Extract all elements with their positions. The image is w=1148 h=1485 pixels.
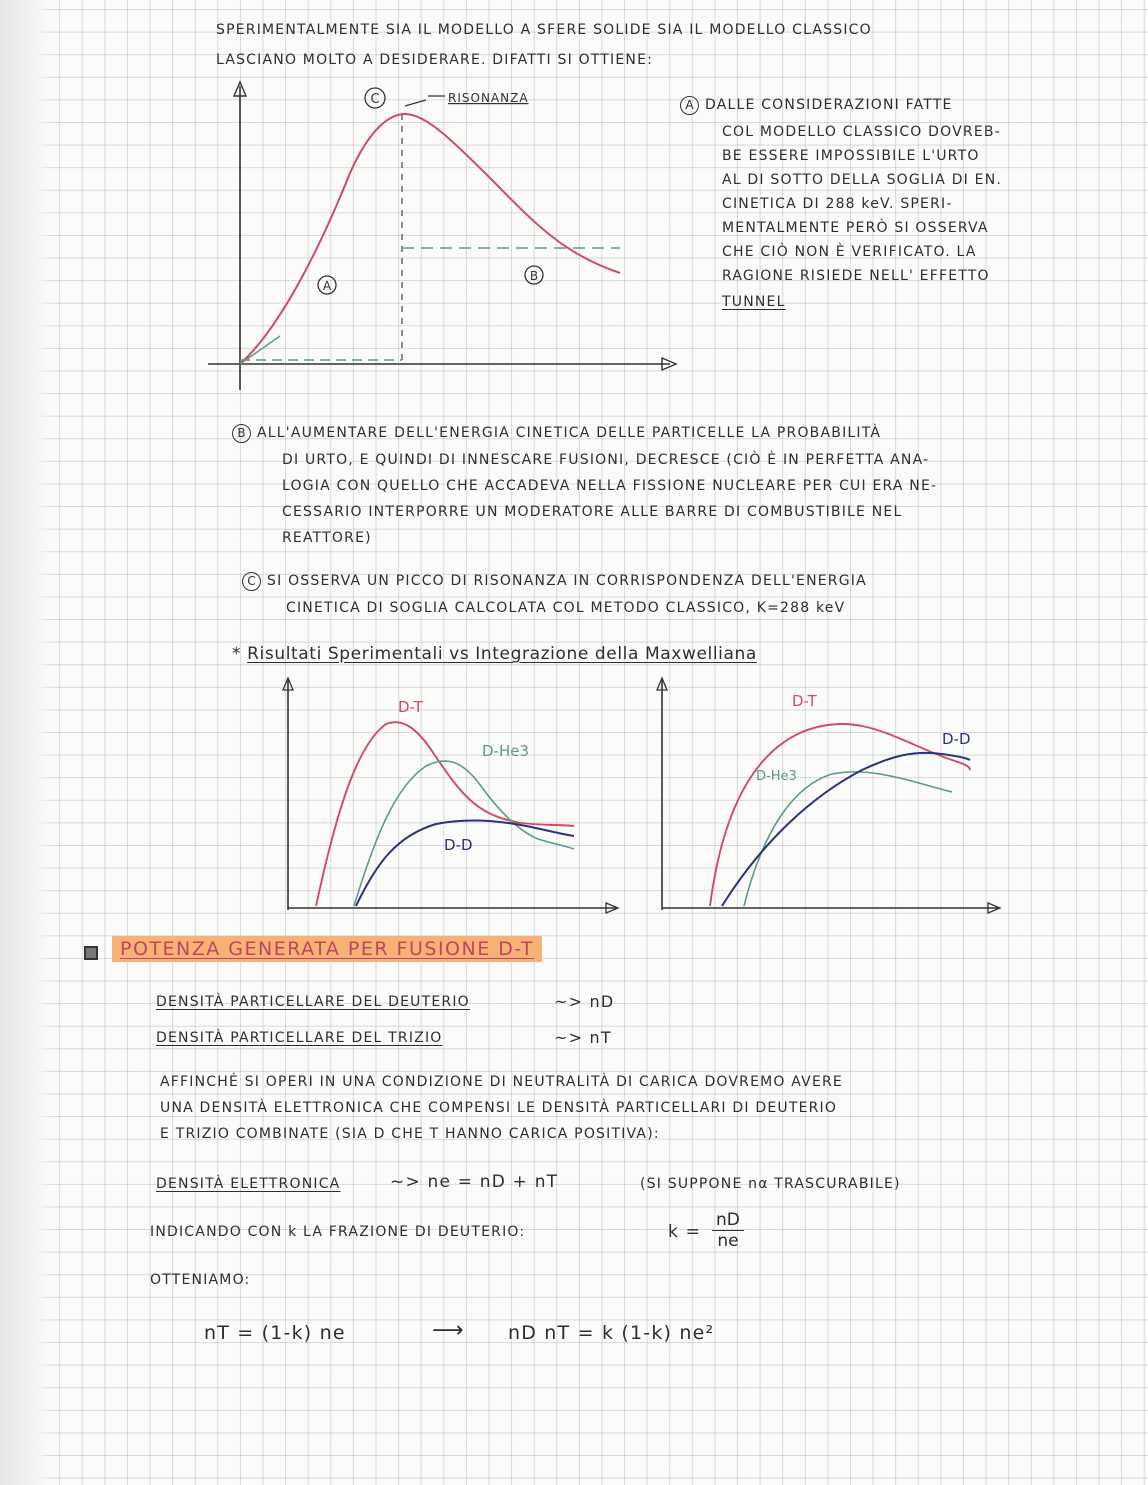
dt-label: D-T (398, 698, 423, 716)
k-numerator: nD (712, 1210, 744, 1231)
intro-line-2: LASCIANO MOLTO A DESIDERARE. DIFATTI SI OTTIENE: (216, 52, 654, 68)
deut-symbol: ~> nD (554, 992, 615, 1011)
dt-curve (710, 724, 970, 906)
section-title-text: POTENZA GENERATA PER FUSIONE D-T (112, 936, 542, 962)
note-A-line-2: COL MODELLO CLASSICO DOVREB- (722, 124, 1001, 140)
k-definition-text: INDICANDO CON k LA FRAZIONE DI DEUTERIO: (150, 1224, 526, 1240)
k-denominator: ne (717, 1231, 739, 1251)
reactivity-graph-left (276, 674, 636, 920)
results-star: * (232, 644, 242, 664)
obtain-text: OTTENIAMO: (150, 1272, 251, 1288)
deut-label: DENSITÀ PARTICELLARE DEL DEUTERIO (156, 994, 470, 1010)
k-fraction (712, 1210, 744, 1251)
dd-label: D-D (444, 836, 473, 854)
para-line-3: E TRIZIO COMBINATE (SIA D CHE T HANNO CARICA POSITIVA): (160, 1126, 660, 1142)
implies-arrow: ⟶ (432, 1318, 465, 1343)
section-title (112, 938, 542, 960)
equation-nT: nT = (1-k) ne (204, 1322, 346, 1344)
dhe3-label: D-He3 (756, 769, 797, 784)
dhe3-label: D-He3 (482, 742, 530, 760)
note-B-text-1: ALL'AUMENTARE DELL'ENERGIA CINETICA DELLE PARTICELLE LA PROBABILITÀ (257, 425, 882, 441)
elec-label: DENSITÀ ELETTRONICA (156, 1176, 341, 1192)
note-A-line-4: AL DI SOTTO DELLA SOGLIA DI EN. (722, 172, 1003, 188)
elec-equation: ~> ne = nD + nT (390, 1172, 559, 1192)
dd-label: D-D (942, 730, 971, 748)
note-B-line-5: REATTORE) (282, 530, 372, 546)
note-A-line-6: MENTALMENTE PERÒ SI OSSERVA (722, 220, 989, 236)
para-line-1: AFFINCHÉ SI OPERI IN UNA CONDIZIONE DI NEUTRALITÀ DI CARICA DOVREMO AVERE (160, 1074, 843, 1090)
resonance-label: RISONANZA (448, 91, 529, 105)
section-bullet (84, 946, 98, 960)
note-A-line-9: TUNNEL (722, 294, 786, 310)
notebook-spine (0, 0, 52, 1485)
note-C-marker: C (242, 572, 261, 591)
intro-line-1: SPERIMENTALMENTE SIA IL MODELLO A SFERE SOLIDE SIA IL MODELLO CLASSICO (216, 22, 872, 38)
label-C: C (370, 92, 380, 107)
note-B-line-4: CESSARIO INTERPORRE UN MODERATORE ALLE BARRE DI COMBUSTIBILE NEL (282, 504, 903, 520)
trit-label: DENSITÀ PARTICELLARE DEL TRIZIO (156, 1030, 443, 1046)
note-A (680, 96, 953, 115)
cross-section-curve (240, 114, 620, 364)
note-A-line-3: BE ESSERE IMPOSSIBILE L'URTO (722, 148, 980, 164)
note-C-line-2: CINETICA DI SOGLIA CALCOLATA COL METODO CLASSICO, K=288 keV (286, 600, 846, 616)
note-B-line-3: LOGIA CON QUELLO CHE ACCADEVA NELLA FISSIONE NUCLEARE PER CUI ERA NE- (282, 478, 938, 494)
note-A-line-8: RAGIONE RISIEDE NELL' EFFETTO (722, 268, 990, 284)
note-A-line-1: DALLE CONSIDERAZIONI FATTE (705, 97, 953, 113)
para-line-2: UNA DENSITÀ ELETTRONICA CHE COMPENSI LE DENSITÀ PARTICELLARI DI DEUTERIO (160, 1100, 838, 1116)
note-C-text-1: SI OSSERVA UN PICCO DI RISONANZA IN CORRISPONDENZA DELL'ENERGIA (267, 573, 867, 589)
note-A-line-5: CINETICA DI 288 keV. SPERI- (722, 196, 953, 212)
dt-label: D-T (792, 692, 817, 710)
label-B: B (529, 269, 539, 283)
label-B-circled (525, 266, 543, 284)
note-B-line-1 (232, 424, 881, 443)
note-A-line-7: CHE CIÒ NON È VERIFICATO. LA (722, 244, 977, 260)
dhe3-curve (744, 772, 952, 906)
resonance-pointer (405, 100, 426, 106)
equation-product: nD nT = k (1-k) ne² (508, 1322, 715, 1344)
dd-curve (356, 820, 574, 906)
note-A-marker: A (680, 96, 699, 115)
note-B-line-2: DI URTO, E QUINDI DI INNESCARE FUSIONI, DECRESCE (CIÒ È IN PERFETTA ANA- (282, 452, 930, 468)
trit-symbol: ~> nT (554, 1028, 612, 1047)
dt-curve (316, 722, 574, 906)
elec-note: (SI SUPPONE nα TRASCURABILE) (640, 1176, 901, 1192)
dhe3-curve (354, 761, 574, 906)
results-heading-text: Risultati Sperimentali vs Integrazione della Maxwelliana (247, 644, 757, 664)
cross-section-graph (200, 78, 690, 398)
note-B-marker: B (232, 424, 251, 443)
label-A: A (322, 279, 332, 293)
results-heading (232, 644, 757, 664)
k-lhs: k = (668, 1222, 702, 1242)
label-C-circled (365, 88, 385, 108)
label-A-circled (318, 276, 336, 294)
reactivity-graph-right (652, 674, 1018, 920)
note-C-line-1 (242, 572, 867, 591)
